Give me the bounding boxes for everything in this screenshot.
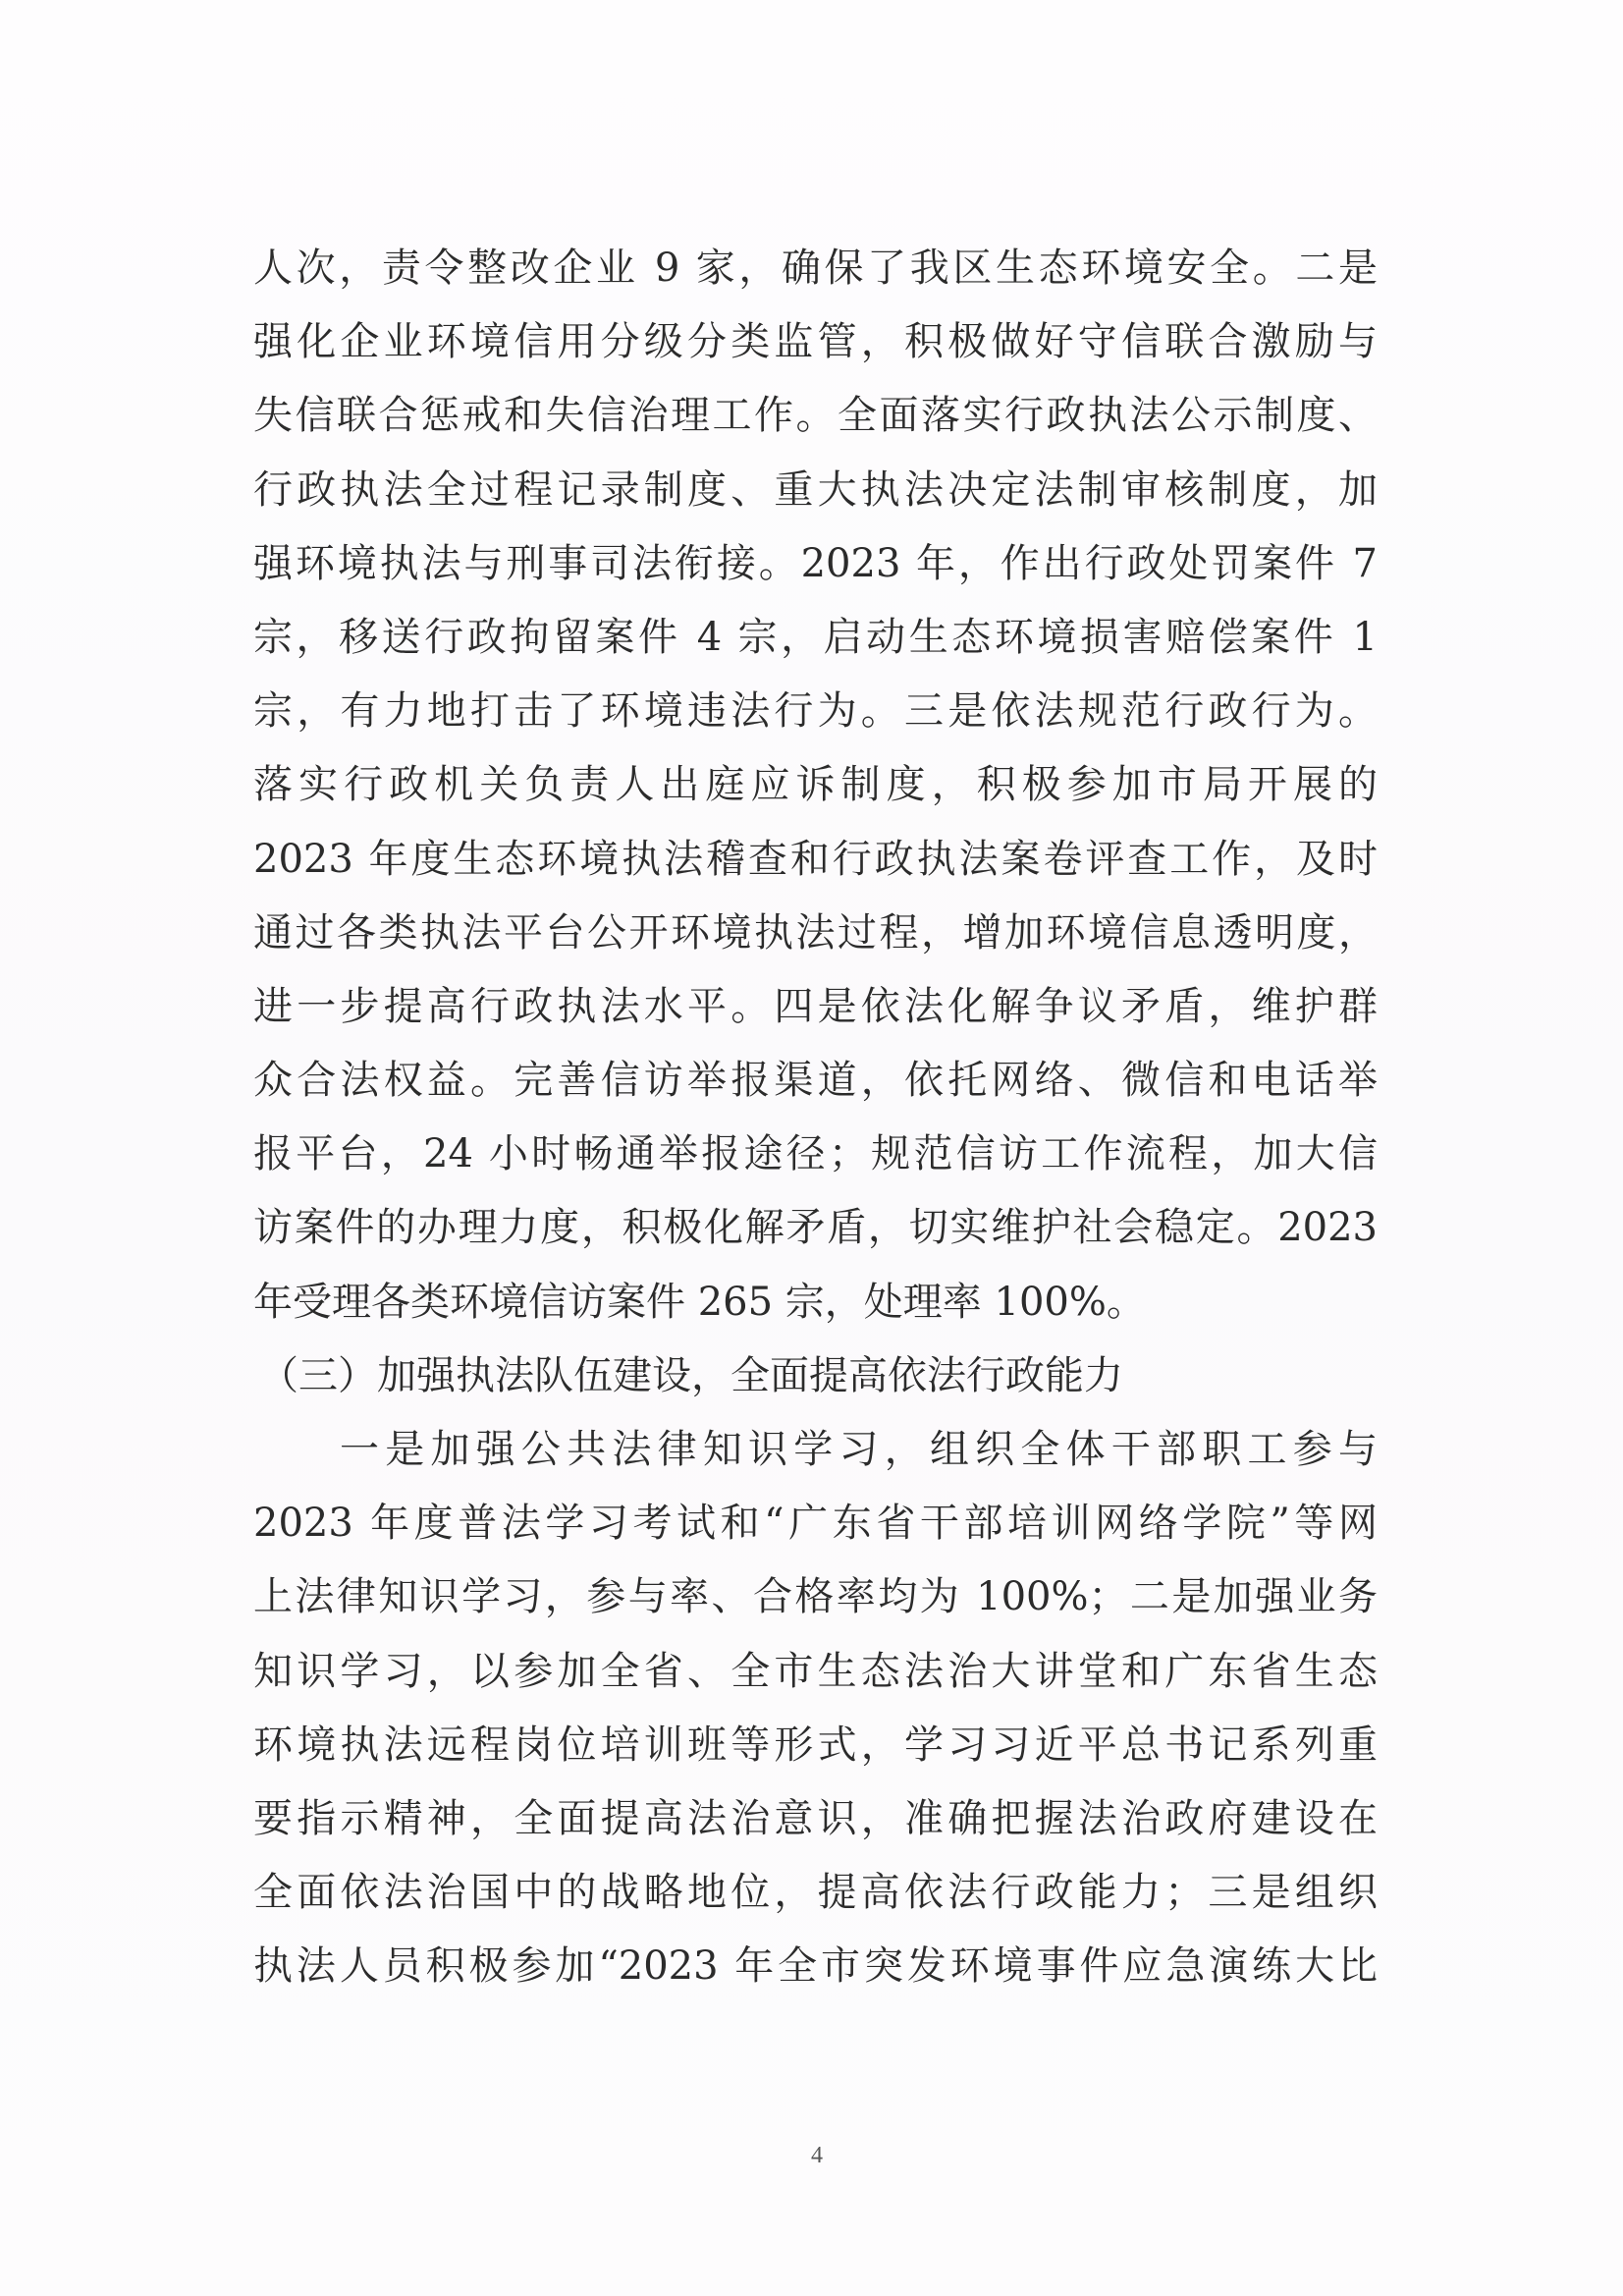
paragraph-line: 通过各类执法平台公开环境执法过程，增加环境信息透明度， [253, 909, 1378, 956]
paragraph-line: 要指示精神，全面提高法治意识，准确把握法治政府建设在 [253, 1795, 1378, 1841]
paragraph-line: 环境执法远程岗位培训班等形式，学习习近平总书记系列重 [253, 1722, 1378, 1768]
paragraph-line: 知识学习，以参加全省、全市生态法治大讲堂和广东省生态 [253, 1648, 1378, 1694]
paragraph-line: 强环境执法与刑事司法衔接。2023 年，作出行政处罚案件 7 [253, 540, 1378, 586]
paragraph-line: 众合法权益。完善信访举报渠道，依托网络、微信和电话举 [253, 1058, 1378, 1104]
paragraph-line: 执法人员积极参加“2023 年全市突发环境事件应急演练大比 [253, 1943, 1378, 1990]
paragraph-line: 宗，有力地打击了环境违法行为。三是依法规范行政行为。 [253, 688, 1378, 735]
paragraph-line: 进一步提高行政执法水平。四是依法化解争议矛盾，维护群 [253, 983, 1378, 1029]
paragraph-line: 一是加强公共法律知识学习，组织全体干部职工参与 [340, 1427, 1378, 1472]
paragraph-line: 人次，责令整改企业 9 家，确保了我区生态环境安全。二是 [253, 246, 1378, 291]
paragraph-line: 宗，移送行政拘留案件 4 宗，启动生态环境损害赔偿案件 1 [253, 614, 1378, 660]
paragraph-line: 全面依法治国中的战略地位，提高依法行政能力；三是组织 [253, 1870, 1378, 1916]
paragraph-line: 失信联合惩戒和失信治理工作。全面落实行政执法公示制度、 [253, 393, 1378, 439]
paragraph-line: 报平台，24 小时畅通举报途径；规范信访工作流程，加大信 [253, 1131, 1378, 1177]
paragraph-line: 2023 年度普法学习考试和“广东省干部培训网络学院”等网 [253, 1501, 1378, 1547]
section-heading: （三）加强执法队伍建设，全面提高依法行政能力 [259, 1352, 1123, 1398]
paragraph-line: 年受理各类环境信访案件 265 宗，处理率 100%。 [253, 1279, 1146, 1325]
paragraph-line: 强化企业环境信用分级分类监管，积极做好守信联合激励与 [253, 319, 1378, 365]
page-number: 4 [811, 2143, 823, 2168]
body-text [253, 232, 1378, 2004]
paragraph-line: 落实行政机关负责人出庭应诉制度，积极参加市局开展的 [253, 762, 1378, 808]
paragraph-line: 2023 年度生态环境执法稽查和行政执法案卷评查工作，及时 [253, 836, 1378, 882]
paragraph-line: 上法律知识学习，参与率、合格率均为 100%；二是加强业务 [253, 1574, 1378, 1620]
paragraph-line: 行政执法全过程记录制度、重大执法决定法制审核制度，加 [253, 466, 1378, 513]
paragraph-line: 访案件的办理力度，积极化解矛盾，切实维护社会稳定。2023 [253, 1205, 1378, 1251]
